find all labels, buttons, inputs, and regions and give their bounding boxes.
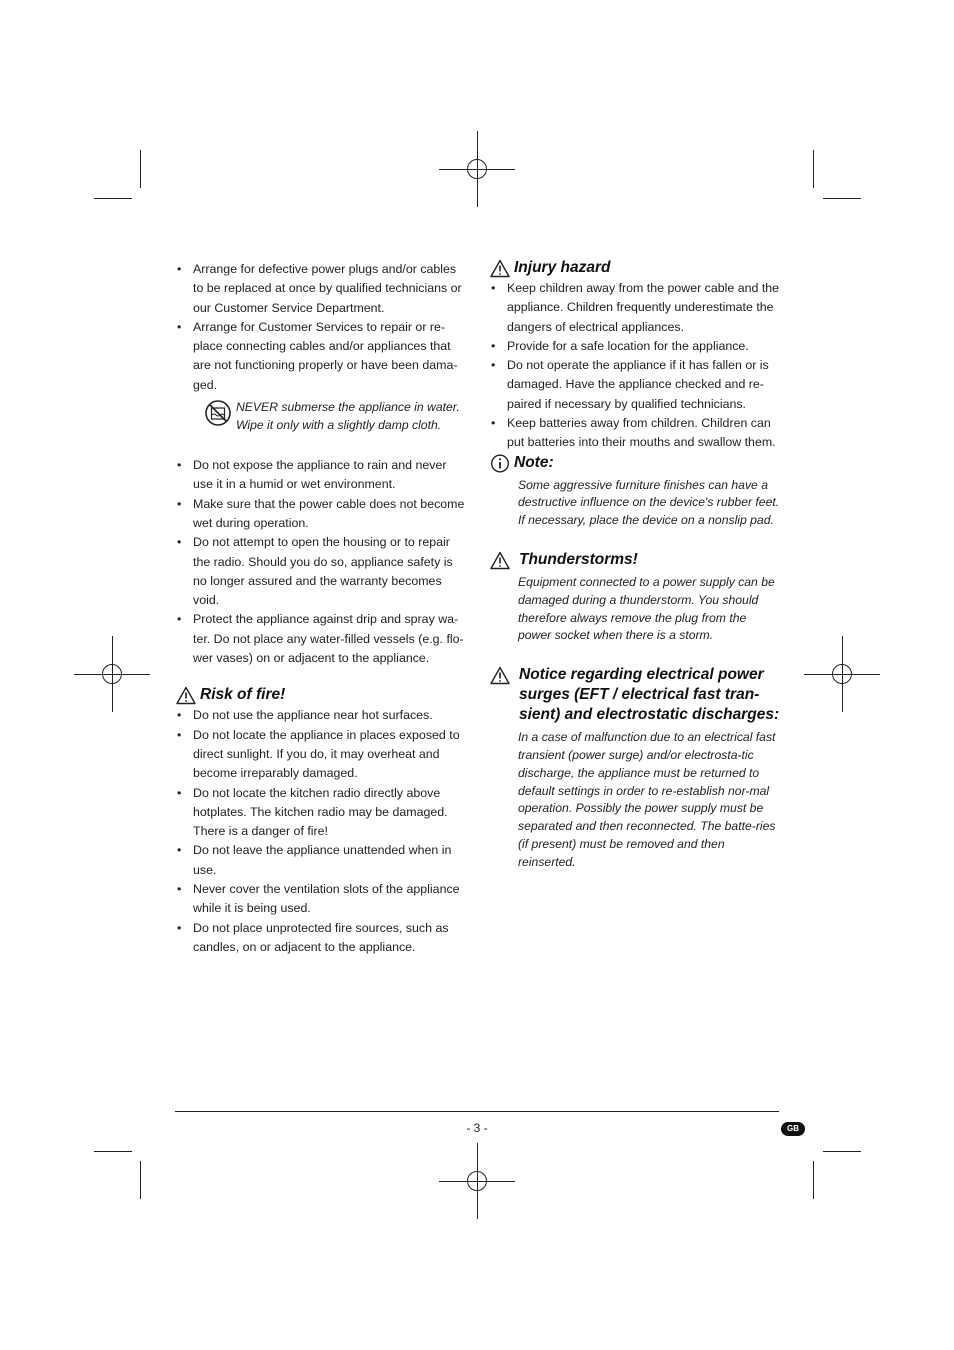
injury-list xyxy=(490,279,780,453)
warning-triangle-icon xyxy=(490,551,510,570)
note-heading-text: Note: xyxy=(514,453,554,471)
list-item: • Do not operate the appliance if it has fallen or is damaged. Have the appliance checked and re-paired if necessary by qualified technicians. xyxy=(490,356,780,414)
list-item: • Do not leave the appliance unattended when in use. xyxy=(176,841,466,880)
list-item: • Make sure that the power cable does not become wet during operation. xyxy=(176,495,466,534)
safety-list-1 xyxy=(176,260,466,395)
footer-divider xyxy=(175,1111,779,1112)
crop-mark xyxy=(94,198,132,199)
warning-triangle-icon xyxy=(490,259,510,278)
safety-list-2 xyxy=(176,456,466,668)
fire-heading-text: Risk of fire! xyxy=(200,686,286,704)
list-item: • Do not place unprotected fire sources, such as candles, on or adjacent to the appliance. xyxy=(176,919,466,958)
registration-mark-bottom xyxy=(439,1143,515,1219)
registration-mark-left xyxy=(74,636,150,712)
surge-heading-text: Notice regarding electrical power surges (EFT / electrical fast tran-sient) and electrostatic discharges: xyxy=(519,666,780,724)
water-note-text: NEVER submerse the appliance in water. Wipe it only with a slightly damp cloth. xyxy=(236,400,460,432)
list-item: • Protect the appliance against drip and spray wa-ter. Do not place any water-filled vessels (e.g. flo-wer vases) on or adjacent to the appliance. xyxy=(176,610,466,668)
list-item: • Do not locate the kitchen radio directly above hotplates. The kitchen radio may be damaged. There is a danger of fire! xyxy=(176,784,466,842)
list-item: • Keep batteries away from children. Children can put batteries into their mouths and swallow them. xyxy=(490,414,780,453)
list-item: • Never cover the ventilation slots of the appliance while it is being used. xyxy=(176,880,466,919)
water-note xyxy=(204,399,466,434)
page-number: - 3 - xyxy=(466,1121,488,1135)
warning-triangle-icon xyxy=(490,666,510,685)
thunder-heading-text: Thunderstorms! xyxy=(519,551,638,569)
crop-mark xyxy=(823,1151,861,1152)
injury-heading xyxy=(490,258,780,278)
right-column xyxy=(490,258,780,872)
registration-mark-top xyxy=(439,131,515,207)
list-item: • Do not locate the appliance in places exposed to direct sunlight. If you do, it may overheat and become irreparably damaged. xyxy=(176,726,466,784)
crop-mark xyxy=(823,198,861,199)
list-item: • Keep children away from the power cable and the appliance. Children frequently underestimate the dangers of electrical appliances. xyxy=(490,279,780,337)
surge-text: In a case of malfunction due to an electrical fast transient (power surge) and/or electrosta-tic discharge, the appliance must be returned to default settings in order to re-establish nor-mal operation. Possibly the power supply must be separated and then reconnected. The batte-ries (if present) must be removed and then reinserted. xyxy=(518,730,776,869)
no-submerge-icon xyxy=(204,399,232,427)
crop-mark xyxy=(140,150,141,188)
thunder-heading xyxy=(490,550,780,570)
crop-mark xyxy=(94,1151,132,1152)
thunder-text: Equipment connected to a power supply can be damaged during a thunderstorm. You should therefore always remove the plug from the power socket when there is a storm. xyxy=(518,575,775,643)
registration-mark-right xyxy=(804,636,880,712)
country-badge: GB xyxy=(781,1122,805,1136)
list-item: • Do not attempt to open the housing or to repair the radio. Should you do so, appliance safety is no longer assured and the warranty becomes void. xyxy=(176,533,466,610)
crop-mark xyxy=(140,1161,141,1199)
list-item: • Arrange for defective power plugs and/or cables to be replaced at once by qualified technicians or our Customer Service Department. xyxy=(176,260,466,318)
list-item: • Do not expose the appliance to rain and never use it in a humid or wet environment. xyxy=(176,456,466,495)
left-column xyxy=(176,260,466,957)
warning-triangle-icon xyxy=(176,686,196,705)
list-item: • Do not use the appliance near hot surfaces. xyxy=(176,706,466,725)
note-heading xyxy=(490,453,780,473)
fire-list xyxy=(176,706,466,957)
info-circle-icon xyxy=(490,454,510,473)
surge-heading xyxy=(490,665,780,725)
fire-heading xyxy=(176,685,466,705)
note-text: Some aggressive furniture finishes can have a destructive influence on the device's rubber feet. If necessary, place the device on a nonslip pad. xyxy=(518,477,780,528)
list-item: • Provide for a safe location for the appliance. xyxy=(490,337,780,356)
crop-mark xyxy=(813,1161,814,1199)
crop-mark xyxy=(813,150,814,188)
injury-heading-text: Injury hazard xyxy=(514,259,611,276)
list-item: • Arrange for Customer Services to repair or re-place connecting cables and/or appliances that are not functioning properly or have been dama-ged. xyxy=(176,318,466,395)
